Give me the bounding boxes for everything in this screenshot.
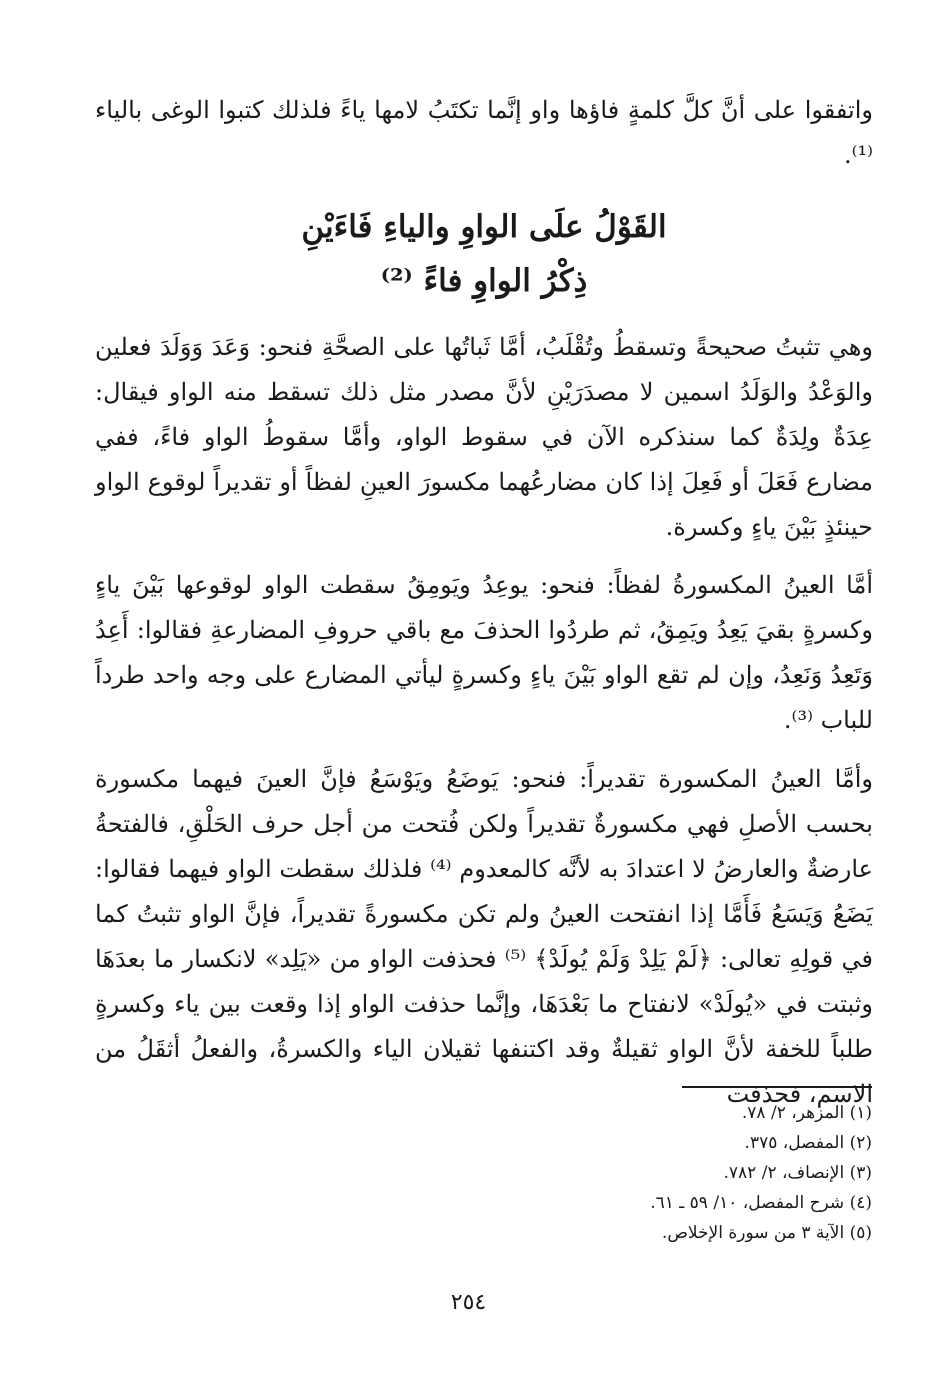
body-paragraph-3: وأمَّا العينُ المكسورة تقديراً: فنحو: يَوضَعُ ويَوْسَعُ فإنَّ العينَ فيهما مكسورة بحسب الأصلِ فهي مكسورةٌ تقديراً ولكن فُتحت من أجل حرف الحَلْقِ، فالفتحةُ عارضةٌ والعارضُ لا اعتدادَ به لأنَّه كالمعدوم ⁽⁴⁾ فلذلك سقطت الواو فيهما فقالوا: يَضَعُ وَيَسَعُ فَأَمَّا إذا انفتحت العينُ ولم تكن مكسورةً تقديراً، فإنَّ الواو تثبتُ كما في قولِهِ تعالى: ﴿لَمْ يَلِدْ وَلَمْ يُولَدْ﴾ ⁽⁵⁾ فحذفت الواو من «يَلِد» لانكسار ما بعدَهَا وثبتت في «يُولَدْ» لانفتاح ما بَعْدَهَا، وإنَّما حذفت الواو إذا وقعت بين ياء وكسرةٍ طلباً للخفة لأنَّ الواو ثقيلةٌ وقد اكتنفها ثقيلان الياء والكسرةُ، والفعلُ أثقَلُ من الاسم، فحذفت	[95, 765, 874, 1108]
body-paragraph-1: وهي تثبتُ صحيحةً وتسقطُ وتُقْلَبُ، أمَّا ثَباتُها على الصحَّةِ فنحو: وَعَدَ وَوَلَدَ فعلين والوَعْدُ والوَلَدُ اسمين لا مصدَرَيْنِ لأنَّ مصدر مثل ذلك تسقط منه الواو فيقال: عِدَةٌ ولِدَةٌ كما سنذكره الآن في سقوط الواو، وأمَّا سقوطُ الواو فاءً، ففي مضارع فَعَلَ أو فَعِلَ إذا كان مضارعُهما مكسورَ العينِ لفظاً أو تقديراً لوقوع الواو حينئذٍ بَيْنَ ياءٍ وكسرة.	[95, 333, 873, 541]
footnote-divider	[682, 1086, 872, 1088]
page-number: ٢٥٤	[450, 1290, 487, 1315]
body-paragraph-2: أمَّا العينُ المكسورةُ لفظاً: فنحو: يوعِدُ ويَومِقُ سقطت الواو لوقوعها بَيْنَ ياءٍ وكسرةٍ بقيَ يَعِدُ ويَمِقُ، ثم طردُوا الحذفَ مع باقي حروفِ المضارعةِ فقالوا: أَعِدُ وَتَعِدُ وَنَعِدُ، وإن لم تقع الواو بَيْنَ ياءٍ وكسرةٍ ليأتي المضارع على وجه واحد طرداً للباب ⁽³⁾.	[95, 571, 873, 734]
footnote-2: (٢) المفصل، ٣٧٥.	[744, 1133, 872, 1153]
footnote-4: (٤) شرح المفصل، ١٠/ ٥٩ ـ ٦١.	[650, 1193, 872, 1213]
section-headings	[95, 200, 873, 308]
footnote-5: (٥) الآية ٣ من سورة الإخلاص.	[661, 1223, 872, 1243]
section-heading: القَوْلُ علَى الواوِ والياءِ فَاءَيْنِ	[301, 209, 667, 245]
intro-paragraph: واتفقوا على أنَّ كلَّ كلمةٍ فاؤها واو إنَّما تكتَبُ لامها ياءً فلذلك كتبوا الوغى بالياء ⁽¹⁾.	[95, 96, 873, 169]
subsection-heading: ذِكْرُ الواوِ فاءً ⁽²⁾	[380, 263, 588, 299]
footnote-3: (٣) الإنصاف، ٢/ ٧٨٢.	[723, 1163, 872, 1183]
footnotes	[520, 1098, 872, 1248]
footnote-1: (١) المزهر، ٢/ ٧٨.	[741, 1103, 872, 1123]
